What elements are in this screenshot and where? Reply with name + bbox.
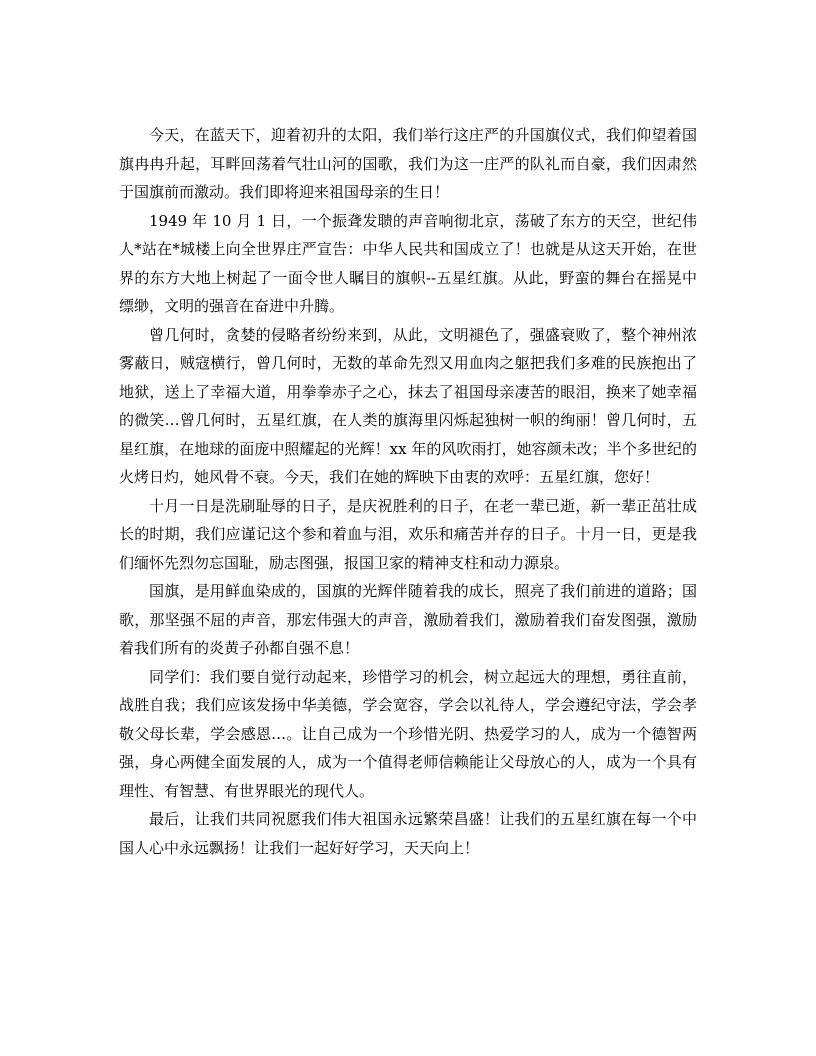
paragraph-6: 同学们：我们要自觉行动起来，珍惜学习的机会，树立起远大的理想，勇往直前，战胜自我；我们应该发扬中华美德，学会宽容，学会以礼待人，学会遵纪守法，学会孝敬父母长辈，学会感恩…。让自己成为一个珍惜光阴、热爱学习的人，成为一个德智两强，身心两健全面发展的人，成为一个值得老师信赖能让父母放心的人，成为一个具有理性、有智慧、有世界眼光的现代人。 [119,667,697,800]
paragraph-2: 1949 年 10 月 1 日，一个振聋发聩的声音响彻北京，荡破了东方的天空，世纪伟人*站在*城楼上向全世界庄严宣告：中华人民共和国成立了！也就是从这天开始，在世界的东方大地上树起了一面令世人瞩目的旗帜--五星红旗。从此，野蛮的舞台在摇晃中缥缈，文明的强音在奋进中升腾。 [119,211,697,315]
paragraph-1: 今天，在蓝天下，迎着初升的太阳，我们举行这庄严的升国旗仪式，我们仰望着国旗冉冉升起，耳畔回荡着气壮山河的国歌，我们为这一庄严的队礼而自豪，我们因肃然于国旗前而激动。我们即将迎来祖国母亲的生日！ [119,126,697,201]
paragraph-4: 十月一日是洗刷耻辱的日子，是庆祝胜利的日子，在老一辈已逝，新一辈正茁壮成长的时期，我们应谨记这个参和着血与泪，欢乐和痛苦并存的日子。十月一日，更是我们缅怀先烈勿忘国耻，励志图强，报国卫家的精神支柱和动力源泉。 [119,496,697,572]
paragraph-3: 曾几何时，贪婪的侵略者纷纷来到，从此，文明褪色了，强盛衰败了，整个神州浓雾蔽日，贼寇横行，曾几何时，无数的革命先烈又用血肉之躯把我们多难的民族抱出了地狱，送上了幸福大道，用拳拳赤子之心，抹去了祖国母亲凄苦的眼泪，换来了她幸福的微笑…曾几何时，五星红旗，在人类的旗海里闪烁起独树一帜的绚丽！曾几何时，五星红旗，在地球的面庞中照耀起的光辉！xx 年的风吹雨打，她容颜未改；半个多世纪的火烤日灼，她风骨不衰。今天，我们在她的辉映下由衷的欢呼：五星红旗，您好！ [119,325,697,486]
paragraph-5: 国旗，是用鲜血染成的，国旗的光辉伴随着我的成长，照亮了我们前进的道路；国歌，那坚强不屈的声音，那宏伟强大的声音，激励着我们，激励着我们奋发图强，激励着我们所有的炎黄子孙都自强不息！ [119,582,697,657]
paragraph-7: 最后，让我们共同祝愿我们伟大祖国永远繁荣昌盛！让我们的五星红旗在每一个中国人心中永远飘扬！让我们一起好好学习，天天向上！ [119,810,697,857]
document-page [119,121,697,862]
